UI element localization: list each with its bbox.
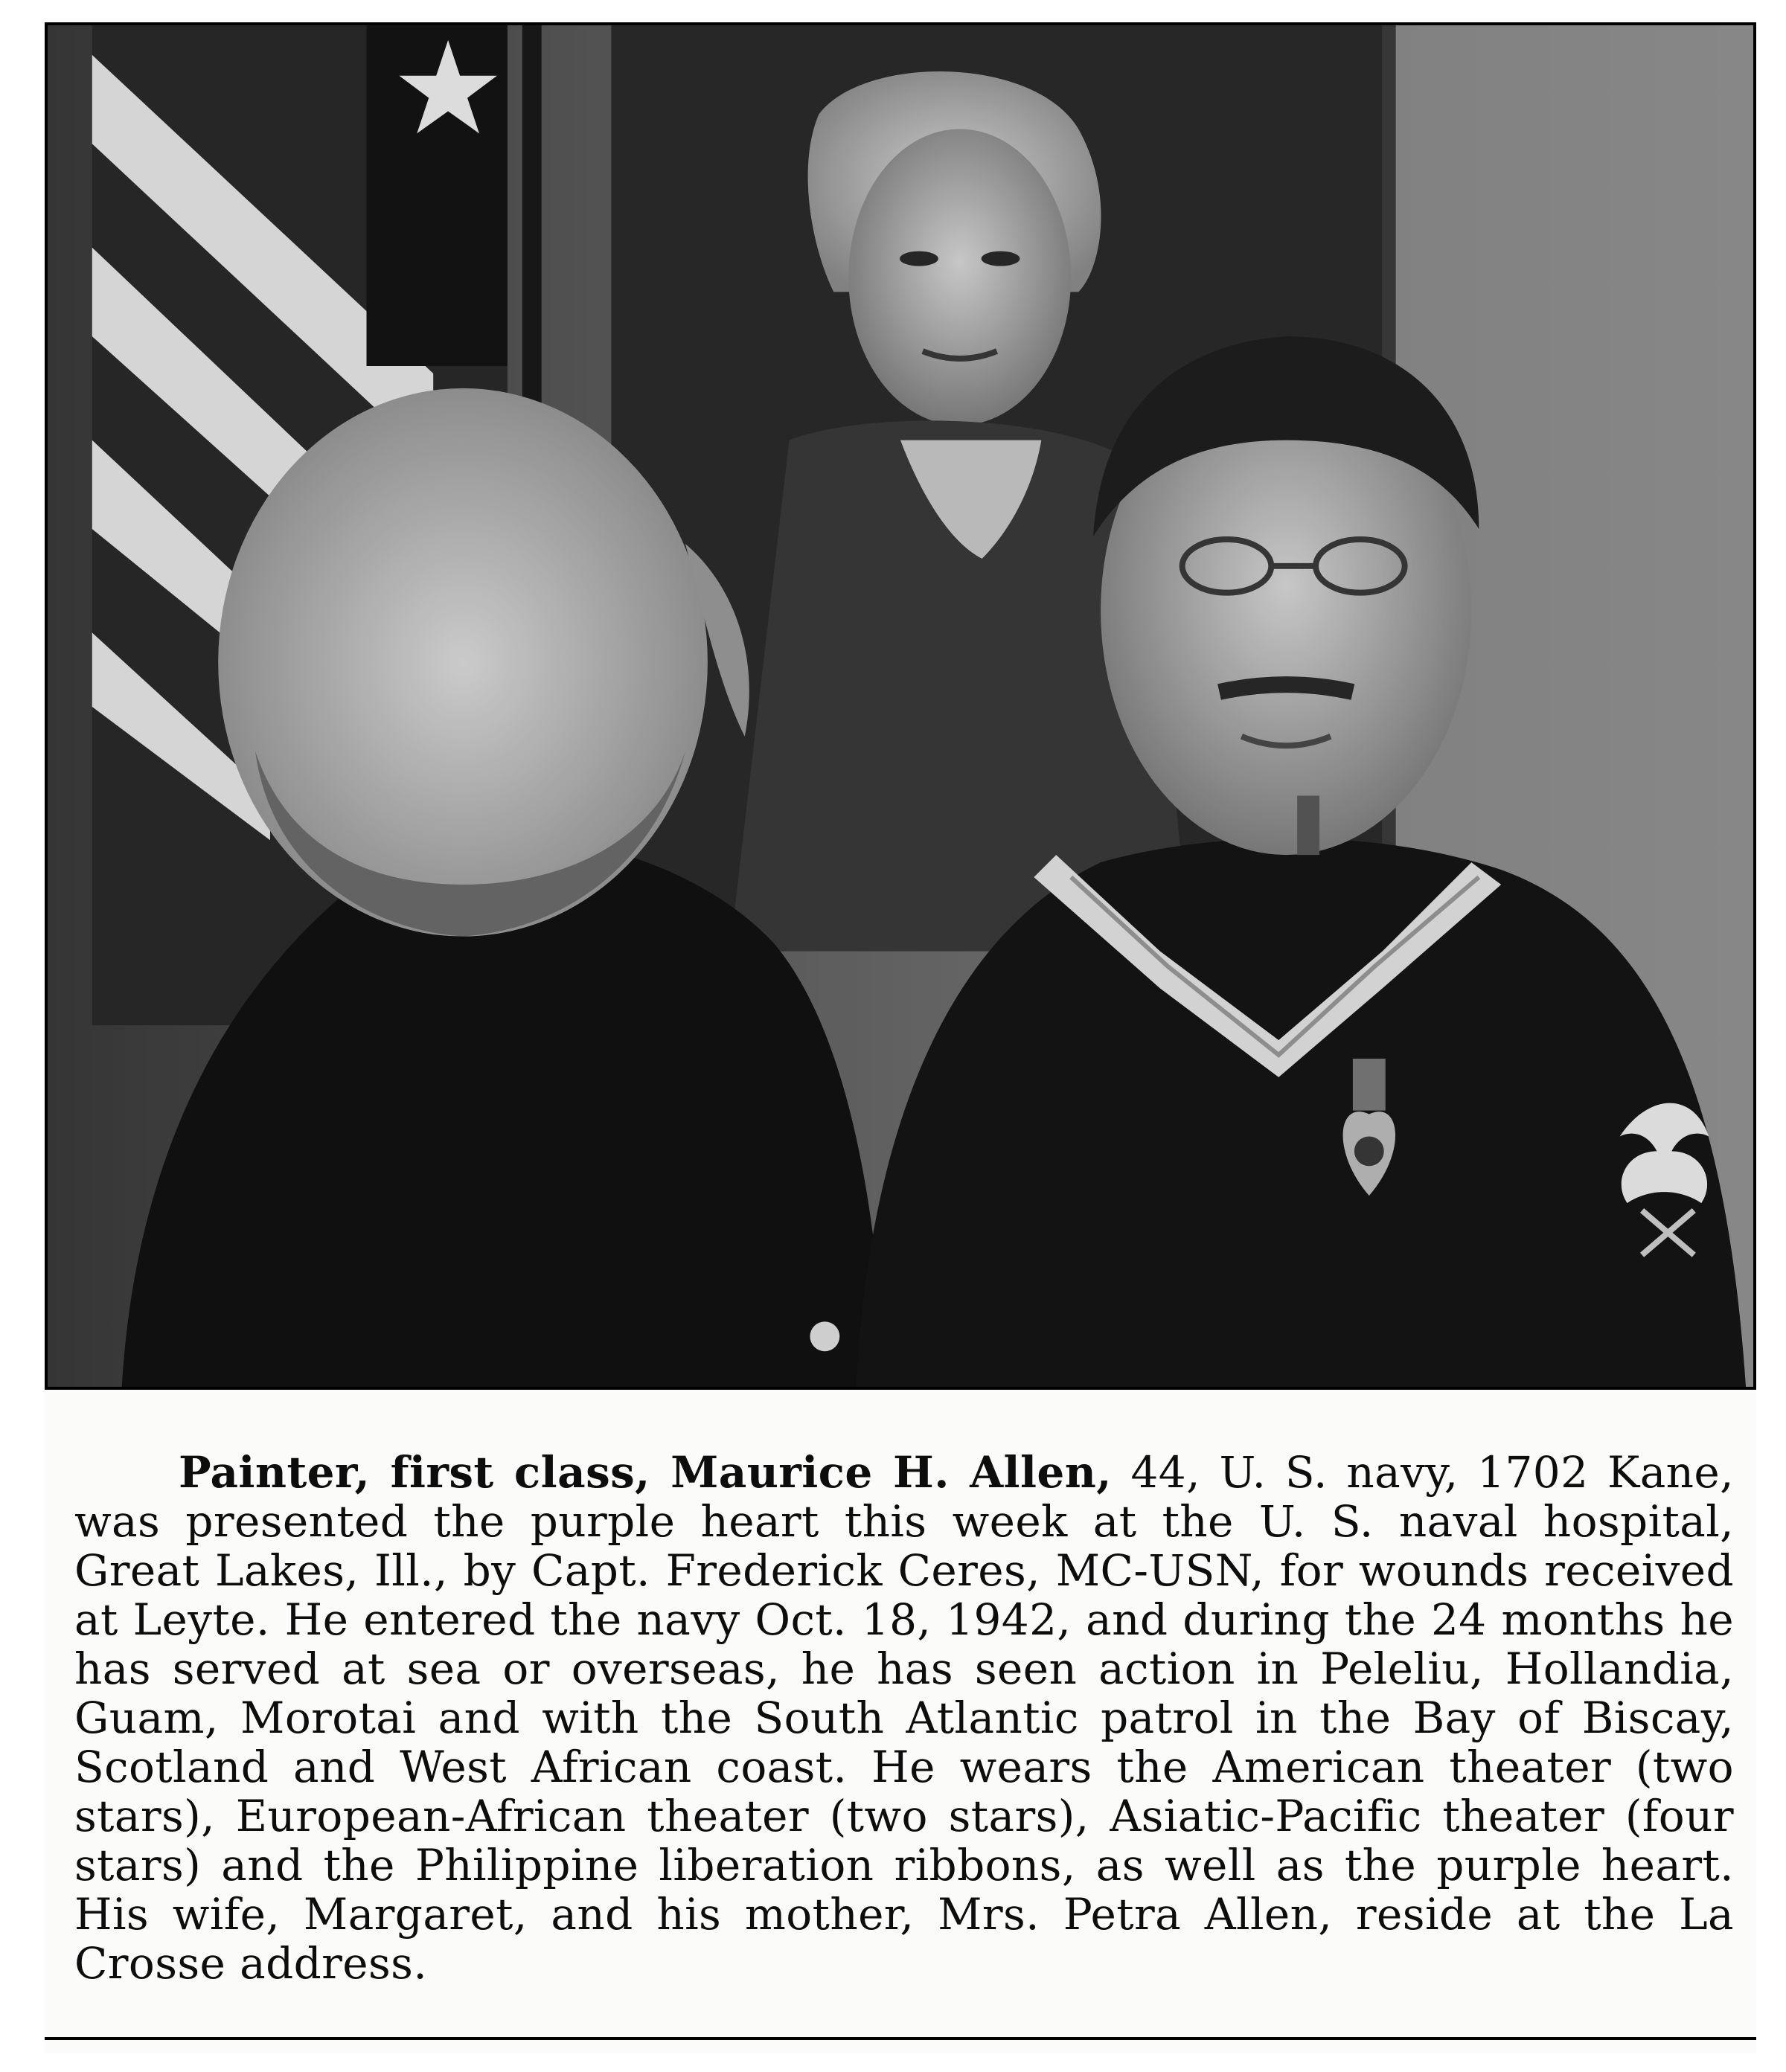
caption-lead: Painter, first class, Maurice H. Allen, xyxy=(179,1447,1112,1498)
newspaper-clipping xyxy=(45,22,1756,2053)
caption-body: 44, U. S. navy, 1702 Kane, was presented the purple heart this week at the U. S. naval hospital, Great Lakes, Ill., by Capt. Frederick Ceres, MC-USN, for wounds received at Leyte. He entered the navy Oct. 18, 1942, and during the 24 months he has served at sea or overseas, he has seen action in Peleliu, Hollandia, Guam, Morotai and with the South Atlantic patrol in the Bay of Biscay, Scotland and West African coast. He wears the American theater (two stars), European-African theater (two stars), Asiatic-Pacific theater (four stars) and the Philippine liberation ribbons, as well as the purple heart. His wife, Margaret, and his mother, Mrs. Petra Allen, reside at the La Crosse address. xyxy=(74,1447,1734,1989)
photo-caption xyxy=(74,1448,1734,1988)
photo-illustration xyxy=(48,25,1753,1387)
bottom-rule xyxy=(45,2037,1756,2040)
halftone-overlay xyxy=(48,25,1753,1387)
news-photo xyxy=(45,22,1756,1390)
